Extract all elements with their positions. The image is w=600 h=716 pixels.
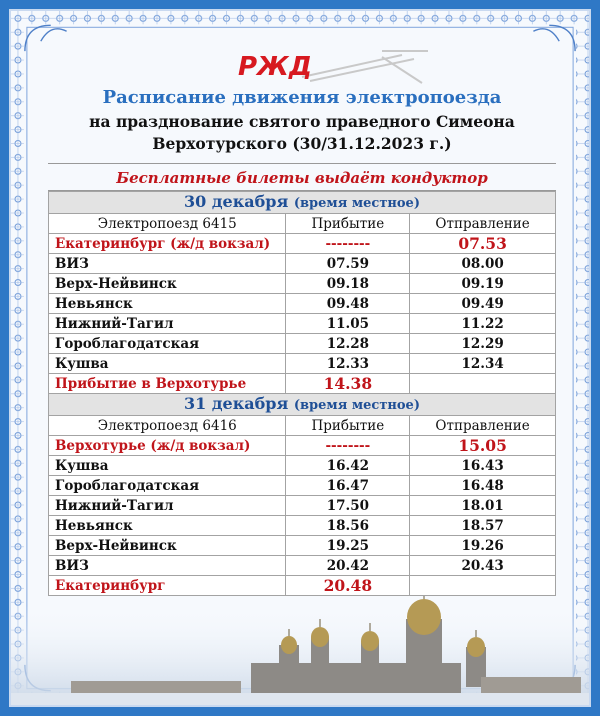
free-tickets-notice: Бесплатные билеты выдаёт кондуктор (48, 163, 556, 191)
schedule-row (49, 234, 556, 254)
schedule-row (49, 334, 556, 354)
station-name: Кушва (49, 354, 286, 374)
departure-time: 16.48 (410, 476, 556, 496)
day-note: (время местное) (293, 397, 420, 413)
station-name: ВИЗ (49, 556, 286, 576)
departure-time: 12.29 (410, 334, 556, 354)
schedule-row (49, 556, 556, 576)
column-header: Прибытие (286, 416, 410, 436)
column-header: Прибытие (286, 214, 410, 234)
schedule-row (49, 294, 556, 314)
departure-time: 18.01 (410, 496, 556, 516)
schedule-row (49, 274, 556, 294)
schedule-table (48, 191, 556, 596)
column-header-row (49, 416, 556, 436)
departure-time: 15.05 (410, 436, 556, 456)
schedule-row (49, 516, 556, 536)
schedule-row (49, 436, 556, 456)
subtitle-line-2: Верхотурского (30/31.12.2023 г.) (152, 134, 452, 153)
departure-time: 16.43 (410, 456, 556, 476)
station-name: Невьянск (49, 516, 286, 536)
schedule-row (49, 476, 556, 496)
station-name: Гороблагодатская (49, 476, 286, 496)
arrival-time: 19.25 (286, 536, 410, 556)
schedule-row (49, 374, 556, 394)
day-header-row (49, 192, 556, 214)
arrival-time: 16.47 (286, 476, 410, 496)
departure-time: 12.34 (410, 354, 556, 374)
departure-time: 07.53 (410, 234, 556, 254)
arrival-time: 14.38 (286, 374, 410, 394)
departure-time: 19.26 (410, 536, 556, 556)
station-name: Екатеринбург (49, 576, 286, 596)
schedule-row (49, 576, 556, 596)
header (48, 43, 556, 163)
station-name: Нижний-Тагил (49, 314, 286, 334)
arrival-time: 11.05 (286, 314, 410, 334)
arrival-time: 12.33 (286, 354, 410, 374)
departure-time: 11.22 (410, 314, 556, 334)
arrival-time: 18.56 (286, 516, 410, 536)
station-name: Прибытие в Верхотурье (49, 374, 286, 394)
station-name: ВИЗ (49, 254, 286, 274)
page-title: Расписание движения электропоезда (102, 87, 502, 108)
departure-time (410, 374, 556, 394)
day-date: 30 декабря (184, 191, 289, 211)
rzd-logo (232, 47, 432, 85)
station-name: Нижний-Тагил (49, 496, 286, 516)
station-name: Верх-Нейвинск (49, 274, 286, 294)
arrival-time: 17.50 (286, 496, 410, 516)
station-name: Кушва (49, 456, 286, 476)
arrival-time: 07.59 (286, 254, 410, 274)
schedule-row (49, 314, 556, 334)
day-header (49, 192, 556, 214)
schedule-row (49, 354, 556, 374)
schedule-row (49, 536, 556, 556)
page-subtitle (48, 111, 556, 155)
arrival-time: 09.48 (286, 294, 410, 314)
column-header: Электропоезд 6415 (49, 214, 286, 234)
arrival-time: -------- (286, 436, 410, 456)
arrival-time: 20.48 (286, 576, 410, 596)
column-header: Отправление (410, 416, 556, 436)
day-header-row (49, 394, 556, 416)
day-header (49, 394, 556, 416)
arrival-time: -------- (286, 234, 410, 254)
schedule-row (49, 456, 556, 476)
column-header: Электропоезд 6416 (49, 416, 286, 436)
column-header-row (49, 214, 556, 234)
departure-time (410, 576, 556, 596)
schedule-row (49, 254, 556, 274)
city-skyline-illustration (11, 585, 591, 705)
station-name: Верх-Нейвинск (49, 536, 286, 556)
poster-frame (9, 9, 591, 707)
arrival-time: 16.42 (286, 456, 410, 476)
rzd-logo-text: РЖД (238, 52, 313, 82)
station-name: Екатеринбург (ж/д вокзал) (49, 234, 286, 254)
station-name: Невьянск (49, 294, 286, 314)
departure-time: 18.57 (410, 516, 556, 536)
station-name: Верхотурье (ж/д вокзал) (49, 436, 286, 456)
arrival-time: 09.18 (286, 274, 410, 294)
schedule-content (48, 43, 556, 596)
station-name: Гороблагодатская (49, 334, 286, 354)
day-note: (время местное) (293, 195, 420, 211)
departure-time: 08.00 (410, 254, 556, 274)
column-header: Отправление (410, 214, 556, 234)
departure-time: 20.43 (410, 556, 556, 576)
arrival-time: 20.42 (286, 556, 410, 576)
departure-time: 09.49 (410, 294, 556, 314)
arrival-time: 12.28 (286, 334, 410, 354)
subtitle-line-1: на празднование святого праведного Симеона (89, 112, 515, 131)
departure-time: 09.19 (410, 274, 556, 294)
day-date: 31 декабря (184, 393, 289, 413)
schedule-row (49, 496, 556, 516)
